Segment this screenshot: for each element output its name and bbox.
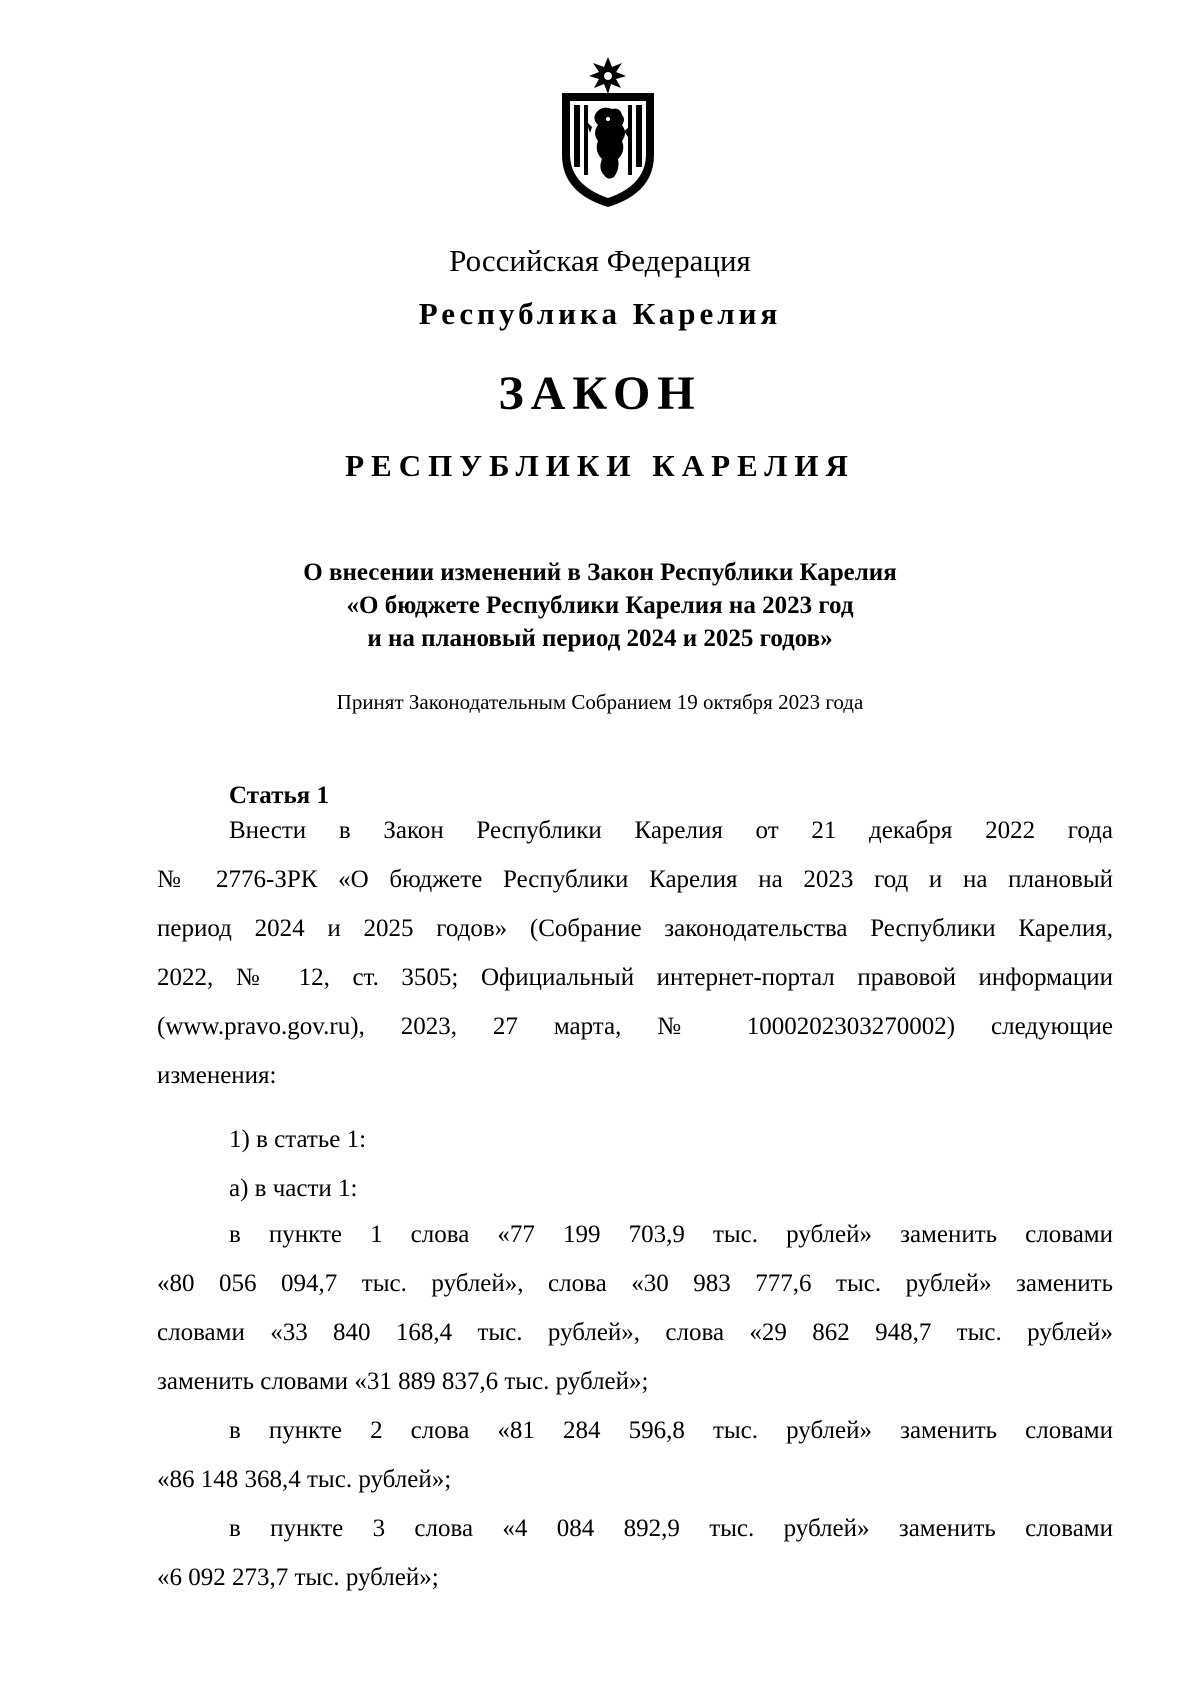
- law-title: [0, 556, 1200, 655]
- paragraph-line: в пункте 1 слова «77 199 703,9 тыс. рублей» заменить словами: [229, 1221, 1113, 1248]
- paragraph-line: период 2024 и 2025 годов» (Собрание законодательства Республики Карелия,: [157, 915, 1113, 942]
- paragraph-line: изменения:: [157, 1062, 277, 1089]
- paragraph-line: словами «33 840 168,4 тыс. рублей», слова «29 862 948,7 тыс. рублей»: [157, 1319, 1113, 1346]
- karelia-coat-of-arms-emblem: [556, 55, 660, 210]
- law-title-line: О внесении изменений в Закон Республики Карелия: [303, 559, 897, 586]
- article-heading: Статья 1: [229, 782, 329, 809]
- paragraph-line: «86 148 368,4 тыс. рублей»;: [157, 1466, 452, 1493]
- paragraph-line: 2022, № 12, ст. 3505; Официальный интернет-портал правовой информации: [157, 964, 1113, 991]
- article-intro-paragraph: [157, 806, 1113, 1100]
- country-name: Российская Федерация: [449, 243, 751, 278]
- republic-name: Республика Карелия: [418, 296, 782, 331]
- point-1-paragraph: [157, 1210, 1113, 1406]
- paragraph-line: «80 056 094,7 тыс. рублей», слова «30 983 777,6 тыс. рублей» заменить: [157, 1270, 1113, 1297]
- law-title-line: «О бюджете Республики Карелия на 2023 год: [346, 592, 854, 619]
- issuing-republic-heading: РЕСПУБЛИКИ КАРЕЛИЯ: [345, 448, 855, 483]
- paragraph-line: № 2776-ЗРК «О бюджете Республики Карелия на 2023 год и на плановый: [157, 866, 1113, 893]
- document-type-heading: ЗАКОН: [498, 367, 702, 420]
- paragraph-line: Внести в Закон Республики Карелия от 21 декабря 2022 года: [229, 817, 1113, 844]
- list-item-1: 1) в статье 1:: [229, 1126, 367, 1153]
- point-2-paragraph: [157, 1406, 1113, 1504]
- paragraph-line: в пункте 2 слова «81 284 596,8 тыс. рублей» заменить словами: [229, 1417, 1113, 1444]
- list-item-a: а) в части 1:: [229, 1175, 358, 1202]
- paragraph-line: в пункте 3 слова «4 084 892,9 тыс. рублей» заменить словами: [229, 1515, 1113, 1542]
- paragraph-line: (www.pravo.gov.ru), 2023, 27 марта, № 1000202303270002) следующие: [157, 1013, 1113, 1040]
- point-3-paragraph: [157, 1504, 1113, 1602]
- paragraph-line: заменить словами «31 889 837,6 тыс. рублей»;: [157, 1368, 649, 1395]
- law-title-line: и на плановый период 2024 и 2025 годов»: [367, 625, 833, 652]
- adoption-statement: Принят Законодательным Собранием 19 октября 2023 года: [336, 690, 864, 714]
- paragraph-line: «6 092 273,7 тыс. рублей»;: [157, 1564, 439, 1591]
